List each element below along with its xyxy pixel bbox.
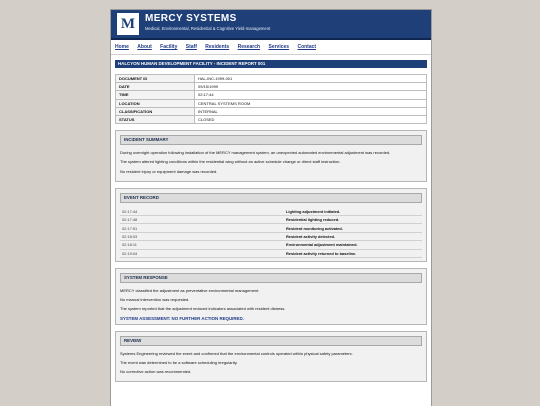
event-description: Resident monitoring activated. — [284, 224, 422, 232]
table-row — [116, 99, 427, 107]
section-heading: INCIDENT SUMMARY — [120, 135, 422, 145]
meta-key: STATUS — [116, 115, 195, 123]
response-paragraph: MERCY classified the adjustment as preventative environmental management. — [120, 288, 260, 294]
system-assessment: SYSTEM ASSESSMENT: NO FURTHER ACTION REQUIRED. — [120, 315, 244, 321]
section-heading: SYSTEM RESPONSE — [120, 273, 422, 283]
response-paragraph: The system reported that the adjustment reduced indicators associated with resident distress. — [120, 306, 286, 312]
system-response-panel — [115, 268, 427, 325]
summary-paragraph: During overnight operation following installation of the MERCY management system, an unexpected automated environmental adjustment was recorded. — [120, 150, 391, 156]
event-time: 02:18:03 — [120, 232, 284, 240]
event-time: 02:18:11 — [120, 241, 284, 249]
summary-paragraph: The system altered lighting conditions within the residential wing without an active schedule change or direct staff instruction. — [120, 159, 341, 165]
table-row — [116, 91, 427, 99]
site-logo[interactable]: M — [117, 13, 139, 35]
meta-key: TIME — [116, 91, 195, 99]
meta-value: CLOSED — [195, 115, 427, 123]
meta-value: HAL-INC-1999-001 — [195, 75, 427, 83]
table-row — [120, 241, 422, 249]
event-time: 02:17:48 — [120, 216, 284, 224]
nav-facility[interactable]: Facility — [160, 44, 178, 50]
nav-research[interactable]: Research — [237, 44, 261, 50]
table-row — [116, 107, 427, 115]
event-time: 02:17:44 — [120, 208, 284, 216]
report-title: HALCYON HUMAN DEVELOPMENT FACILITY - INCIDENT REPORT 001 — [115, 60, 427, 68]
review-paragraph: No corrective action was recommended. — [120, 368, 192, 374]
event-description: Resident activity detected. — [284, 232, 422, 240]
report-metadata-table — [115, 74, 427, 124]
event-description: Environmental adjustment maintained. — [284, 241, 422, 249]
nav-services[interactable]: Services — [268, 44, 290, 50]
review-panel — [115, 331, 427, 383]
brand-tagline: Medical, Environmental, Residential & Cognitive Yield-management — [145, 26, 271, 31]
brand-block — [145, 13, 270, 32]
section-heading: EVENT RECORD — [120, 193, 422, 203]
meta-value: INTERNAL — [195, 107, 427, 115]
response-paragraph: No manual intervention was requested. — [120, 297, 190, 303]
table-row — [116, 115, 427, 123]
event-description: Lighting adjustment initiated. — [284, 208, 422, 216]
report-page — [110, 9, 432, 406]
meta-key: DATE — [116, 83, 195, 91]
table-row — [120, 249, 422, 257]
event-record-table — [120, 208, 422, 258]
review-paragraph: The event was determined to be a software scheduling irregularity. — [120, 359, 238, 365]
meta-key: LOCATION — [116, 99, 195, 107]
meta-key: CLASSIFICATION — [116, 107, 195, 115]
event-record-panel — [115, 188, 427, 262]
table-row — [120, 232, 422, 240]
table-row — [120, 208, 422, 216]
nav-staff[interactable]: Staff — [185, 44, 197, 50]
table-row — [116, 75, 427, 83]
summary-paragraph: No resident injury or equipment damage was recorded. — [120, 168, 218, 174]
review-paragraph: Systems Engineering reviewed the event and confirmed that the environmental controls operated within physical safety parameters. — [120, 350, 353, 356]
event-time: 02:17:51 — [120, 224, 284, 232]
nav-residents[interactable]: Residents — [205, 44, 230, 50]
event-description: Residential lighting reduced. — [284, 216, 422, 224]
meta-value: CENTRAL SYSTEMS ROOM — [195, 99, 427, 107]
table-row — [120, 224, 422, 232]
meta-value: 09/15/1999 — [195, 83, 427, 91]
table-row — [120, 216, 422, 224]
event-time: 02:19:04 — [120, 249, 284, 257]
brand-name: MERCY SYSTEMS — [145, 13, 237, 24]
event-description: Resident activity returned to baseline. — [284, 249, 422, 257]
section-heading: REVIEW — [120, 336, 422, 346]
site-header — [111, 10, 431, 40]
meta-key: DOCUMENT ID — [116, 75, 195, 83]
nav-contact[interactable]: Contact — [297, 44, 317, 50]
main-nav — [111, 40, 431, 55]
table-row — [116, 83, 427, 91]
incident-summary-panel — [115, 130, 427, 182]
meta-value: 02:17:44 — [195, 91, 427, 99]
nav-home[interactable]: Home — [115, 44, 129, 50]
nav-about[interactable]: About — [137, 44, 152, 50]
